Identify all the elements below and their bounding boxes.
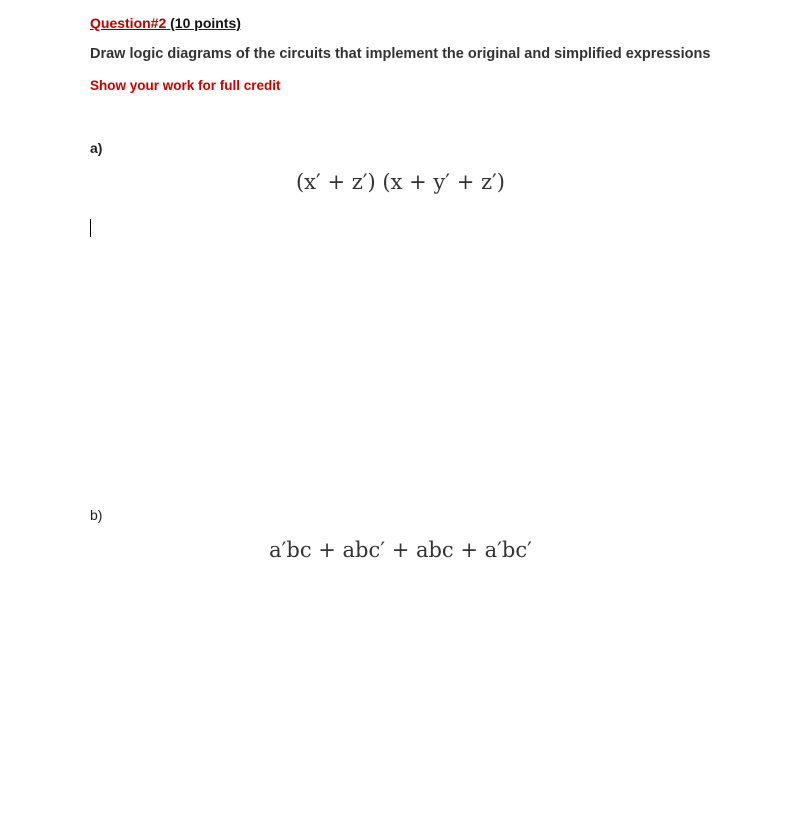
instructions-text: Draw logic diagrams of the circuits that implement the original and simplified expressions (90, 46, 711, 62)
part-a-expression: (x′ + z′) (x + y′ + z′) (295, 170, 506, 194)
part-b-label: b) (90, 507, 103, 523)
question-heading (90, 15, 241, 31)
credit-note: Show your work for full credit (90, 78, 281, 93)
question-label: Question#2 (90, 15, 167, 31)
question-points: (10 points) (170, 15, 241, 31)
text-cursor[interactable] (90, 219, 91, 237)
part-a-label: a) (90, 140, 103, 156)
part-b-expression: a′bc + abc′ + abc + a′bc′ (269, 538, 532, 562)
